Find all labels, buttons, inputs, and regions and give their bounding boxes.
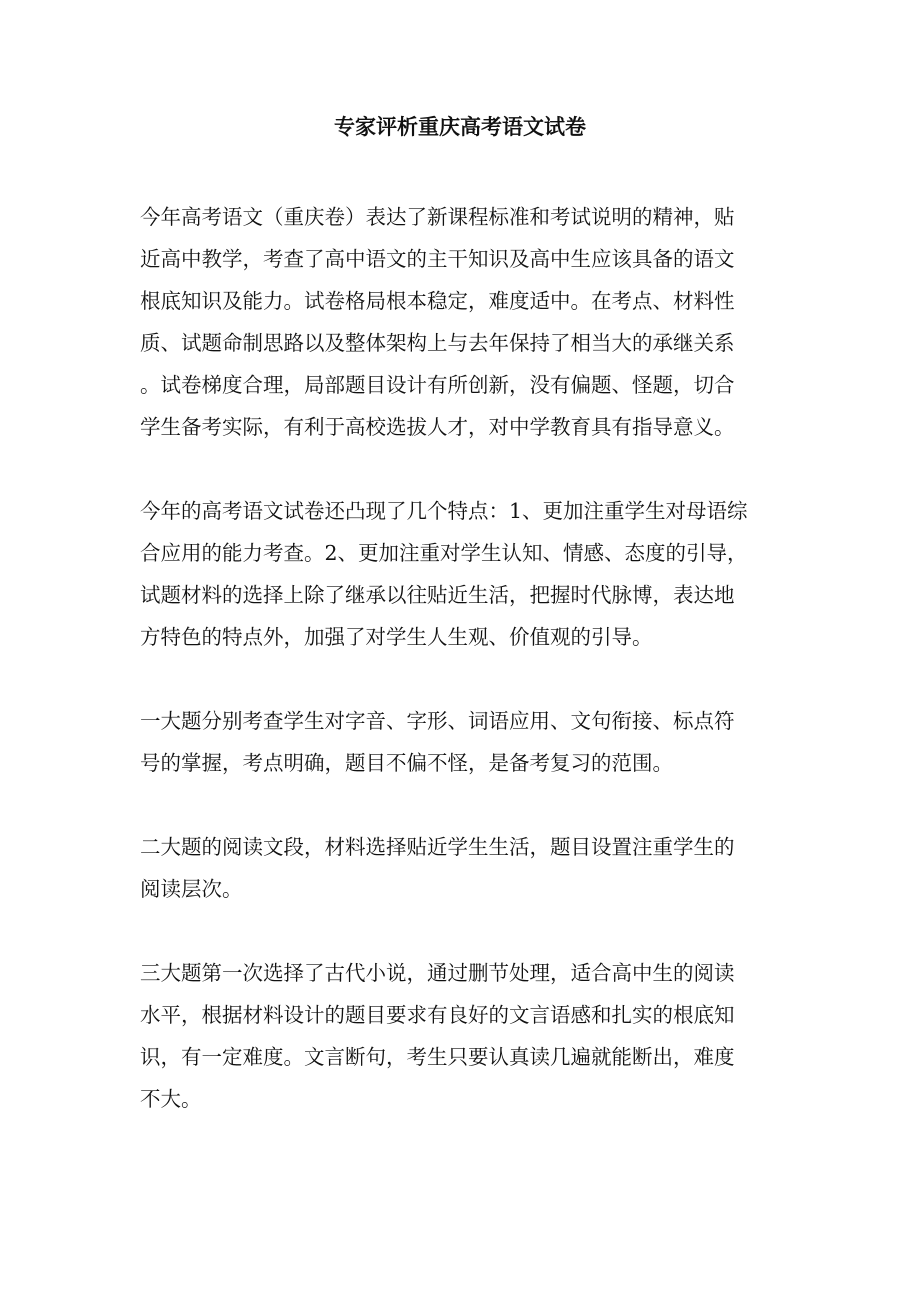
paragraph-line: 二大题的阅读文段，材料选择贴近学生生活，题目设置注重学生的	[140, 835, 735, 859]
paragraph-line: 阅读层次。	[140, 877, 243, 901]
paragraph-line: 根底知识及能力。试卷格局根本稳定，难度适中。在考点、材料性	[140, 289, 735, 313]
page-title: 专家评析重庆高考语文试卷	[334, 114, 586, 139]
paragraph-line: 质、试题命制思路以及整体架构上与去年保持了相当大的承继关系	[140, 331, 735, 355]
paragraph-line: 水平，根据材料设计的题目要求有良好的文言语感和扎实的根底知	[140, 1003, 735, 1027]
paragraph-section-three	[140, 952, 780, 1120]
paragraph-intro	[140, 196, 780, 448]
paragraph-section-one	[140, 700, 780, 784]
paragraph-features	[140, 490, 780, 658]
paragraph-line: 不大。	[140, 1087, 202, 1111]
paragraph-line: 今年的高考语文试卷还凸现了几个特点：1、更加注重学生对母语综	[140, 499, 748, 523]
paragraph-line: 。试卷梯度合理，局部题目设计有所创新，没有偏题、怪题，切合	[140, 373, 735, 397]
paragraph-line: 学生备考实际，有利于高校选拔人才，对中学教育具有指导意义。	[140, 415, 735, 439]
paragraph-line: 号的掌握，考点明确，题目不偏不怪，是备考复习的范围。	[140, 751, 673, 775]
paragraph-line: 今年高考语文（重庆卷）表达了新课程标准和考试说明的精神，贴	[140, 205, 735, 229]
paragraph-section-two	[140, 826, 780, 910]
paragraph-line: 合应用的能力考查。2、更加注重对学生认知、情感、态度的引导，	[140, 541, 748, 565]
paragraph-line: 试题材料的选择上除了继承以往贴近生活，把握时代脉博，表达地	[140, 583, 735, 607]
paragraph-line: 方特色的特点外，加强了对学生人生观、价值观的引导。	[140, 625, 653, 649]
paragraph-line: 识，有一定难度。文言断句，考生只要认真读几遍就能断出，难度	[140, 1045, 735, 1069]
paragraph-line: 三大题第一次选择了古代小说，通过删节处理，适合高中生的阅读	[140, 961, 735, 985]
paragraph-line: 一大题分别考查学生对字音、字形、词语应用、文句衔接、标点符	[140, 709, 735, 733]
paragraph-line: 近高中教学，考查了高中语文的主干知识及高中生应该具备的语文	[140, 247, 735, 271]
